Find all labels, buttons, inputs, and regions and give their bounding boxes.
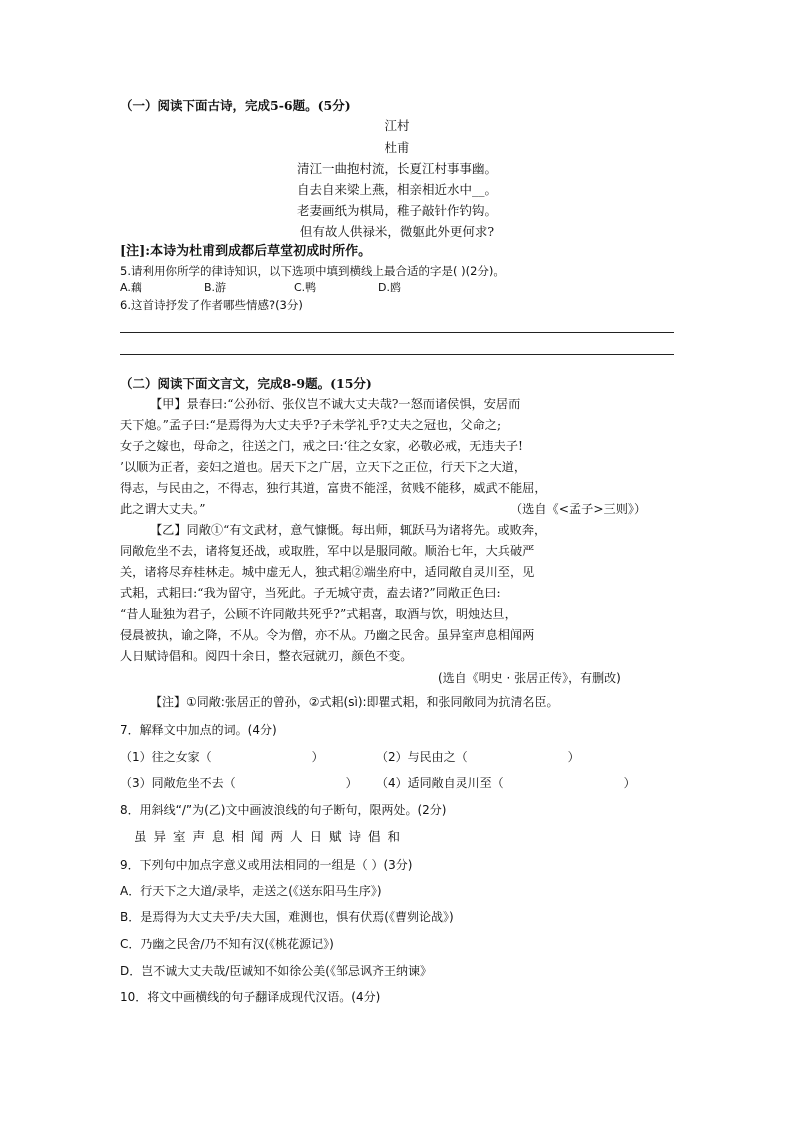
q9-option-c: C．乃幽之民舍/乃不知有汉(《桃花源记》) [120,937,334,951]
q9-option-d: D．岂不诚大丈夫哉/臣诚知不如徐公美(《邹忌讽齐王纳谏》 [120,964,432,978]
poem-line: 清江一曲抱村流，长夏江村事事幽。 [296,161,497,176]
jia-text-line: 此之谓大丈夫。” [120,502,206,516]
question-8-stem: 8．用斜线“/”为(乙)文中画波浪线的句子断句，限两处。(2分) [120,803,447,817]
yi-text-line: 关，诸将尽弃桂林走。城中虚无人，独式耜②端坐府中，适同敞自灵川至，见 [120,565,535,579]
poem-author: 杜甫 [384,140,410,155]
yi-text-line: 人日赋诗倡和。阅四十余日，整衣冠就刃，颜色不变。 [120,649,413,663]
question-5-stem: 5.请利用你所学的律诗知识，以下选项中填到横线上最合适的字是( )(2分)。 [120,264,505,278]
yi-note: 【注】①同敞:张居正的曾孙，②式耜(sì):即瞿式耜，和张同敞同为抗清名臣。 [150,695,559,709]
answer-line [120,354,674,355]
question-9-stem: 9．下列句中加点字意义或用法相同的一组是（ ）(3分) [120,858,413,872]
q5-option-a: A.藕 [120,281,142,294]
poem-line: 自去自来梁上燕，相亲相近水中__。 [296,182,497,197]
q5-option-d: D.鸥 [378,281,401,294]
yi-text-line: 侵晨被执，谕之降，不从。令为僧，亦不从。乃幽之民舍。虽异室声息相闻两 [120,628,535,642]
part1-heading: （一）阅读下面古诗，完成5-6题。(5分) [120,98,351,113]
jia-text-line: ’以顺为正者，妾妇之道也。居天下之广居，立天下之正位，行天下之大道， [120,460,527,474]
q5-option-c: C.鸭 [294,281,317,294]
yi-text-line: 式耜，式耜曰:“我为留守，当死此。子无城守责，盍去诸?”同敞正色曰: [120,586,501,600]
yi-source: (选自《明史 · 张居正传》，有删改) [438,671,621,685]
question-7-stem: 7．解释文中加点的词。(4分) [120,723,277,737]
q7-item-3: （3）同敞危坐不去（ ） [120,776,358,790]
q9-option-b: B．是焉得为大丈夫乎/夫大国，难测也，惧有伏焉(《曹刿论战》) [120,910,454,924]
poem-title: 江村 [384,118,410,133]
jia-text-line: 【甲】景春曰:“公孙衍、张仪岂不诚大丈夫哉?一怒而诸侯惧，安居而 [150,397,521,411]
q7-item-4: （4）适同敞自灵川至（ ） [376,776,636,790]
jia-text-line: 得志，与民由之，不得志，独行其道，富贵不能淫，贫贱不能移，威武不能屈， [120,481,547,495]
q9-option-a: A．行天下之大道/录毕，走送之(《送东阳马生序》) [120,884,382,898]
q7-item-1: （1）往之女家（ ） [120,750,324,764]
poem-note: [注]:本诗为杜甫到成都后草堂初成时所作。 [120,244,372,259]
answer-line [120,332,674,333]
q5-option-b: B.游 [204,281,227,294]
yi-text-line: “昔人耻独为君子，公顾不许同敞共死乎?”式耜喜，取酒与饮，明烛达旦， [120,607,517,621]
jia-source: （选自《<孟子>三则》） [510,502,647,516]
part2-heading: （二）阅读下面文言文，完成8-9题。(15分) [120,376,372,391]
jia-text-line: 天下熄。”孟子曰:“是焉得为大丈夫乎?子未学礼乎?丈夫之冠也，父命之; [120,418,502,432]
question-10-stem: 10．将文中画横线的句子翻译成现代汉语。(4分) [120,990,381,1004]
yi-text-line: 同敞危坐不去，诸将复还战，或取胜，军中以是服同敞。顺治七年，大兵破严 [120,544,535,558]
q8-sentence: 虽异室声息相闻两人日赋诗倡和 [134,829,408,844]
poem-line: 但有故人供禄米，微躯此外更何求? [299,224,495,239]
question-6-stem: 6.这首诗抒发了作者哪些情感?(3分) [120,298,303,312]
q7-item-2: （2）与民由之（ ） [376,750,580,764]
jia-text-line: 女子之嫁也，母命之，往送之门，戒之曰:‘往之女家，必敬必戒，无违夫子! [120,439,523,453]
yi-text-line: 【乙】同敞①“有文武材，意气慷慨。每出师，辄跃马为诸将先。或败奔， [150,523,547,537]
poem-line: 老妻画纸为棋局，稚子敲针作钓钩。 [296,203,497,218]
